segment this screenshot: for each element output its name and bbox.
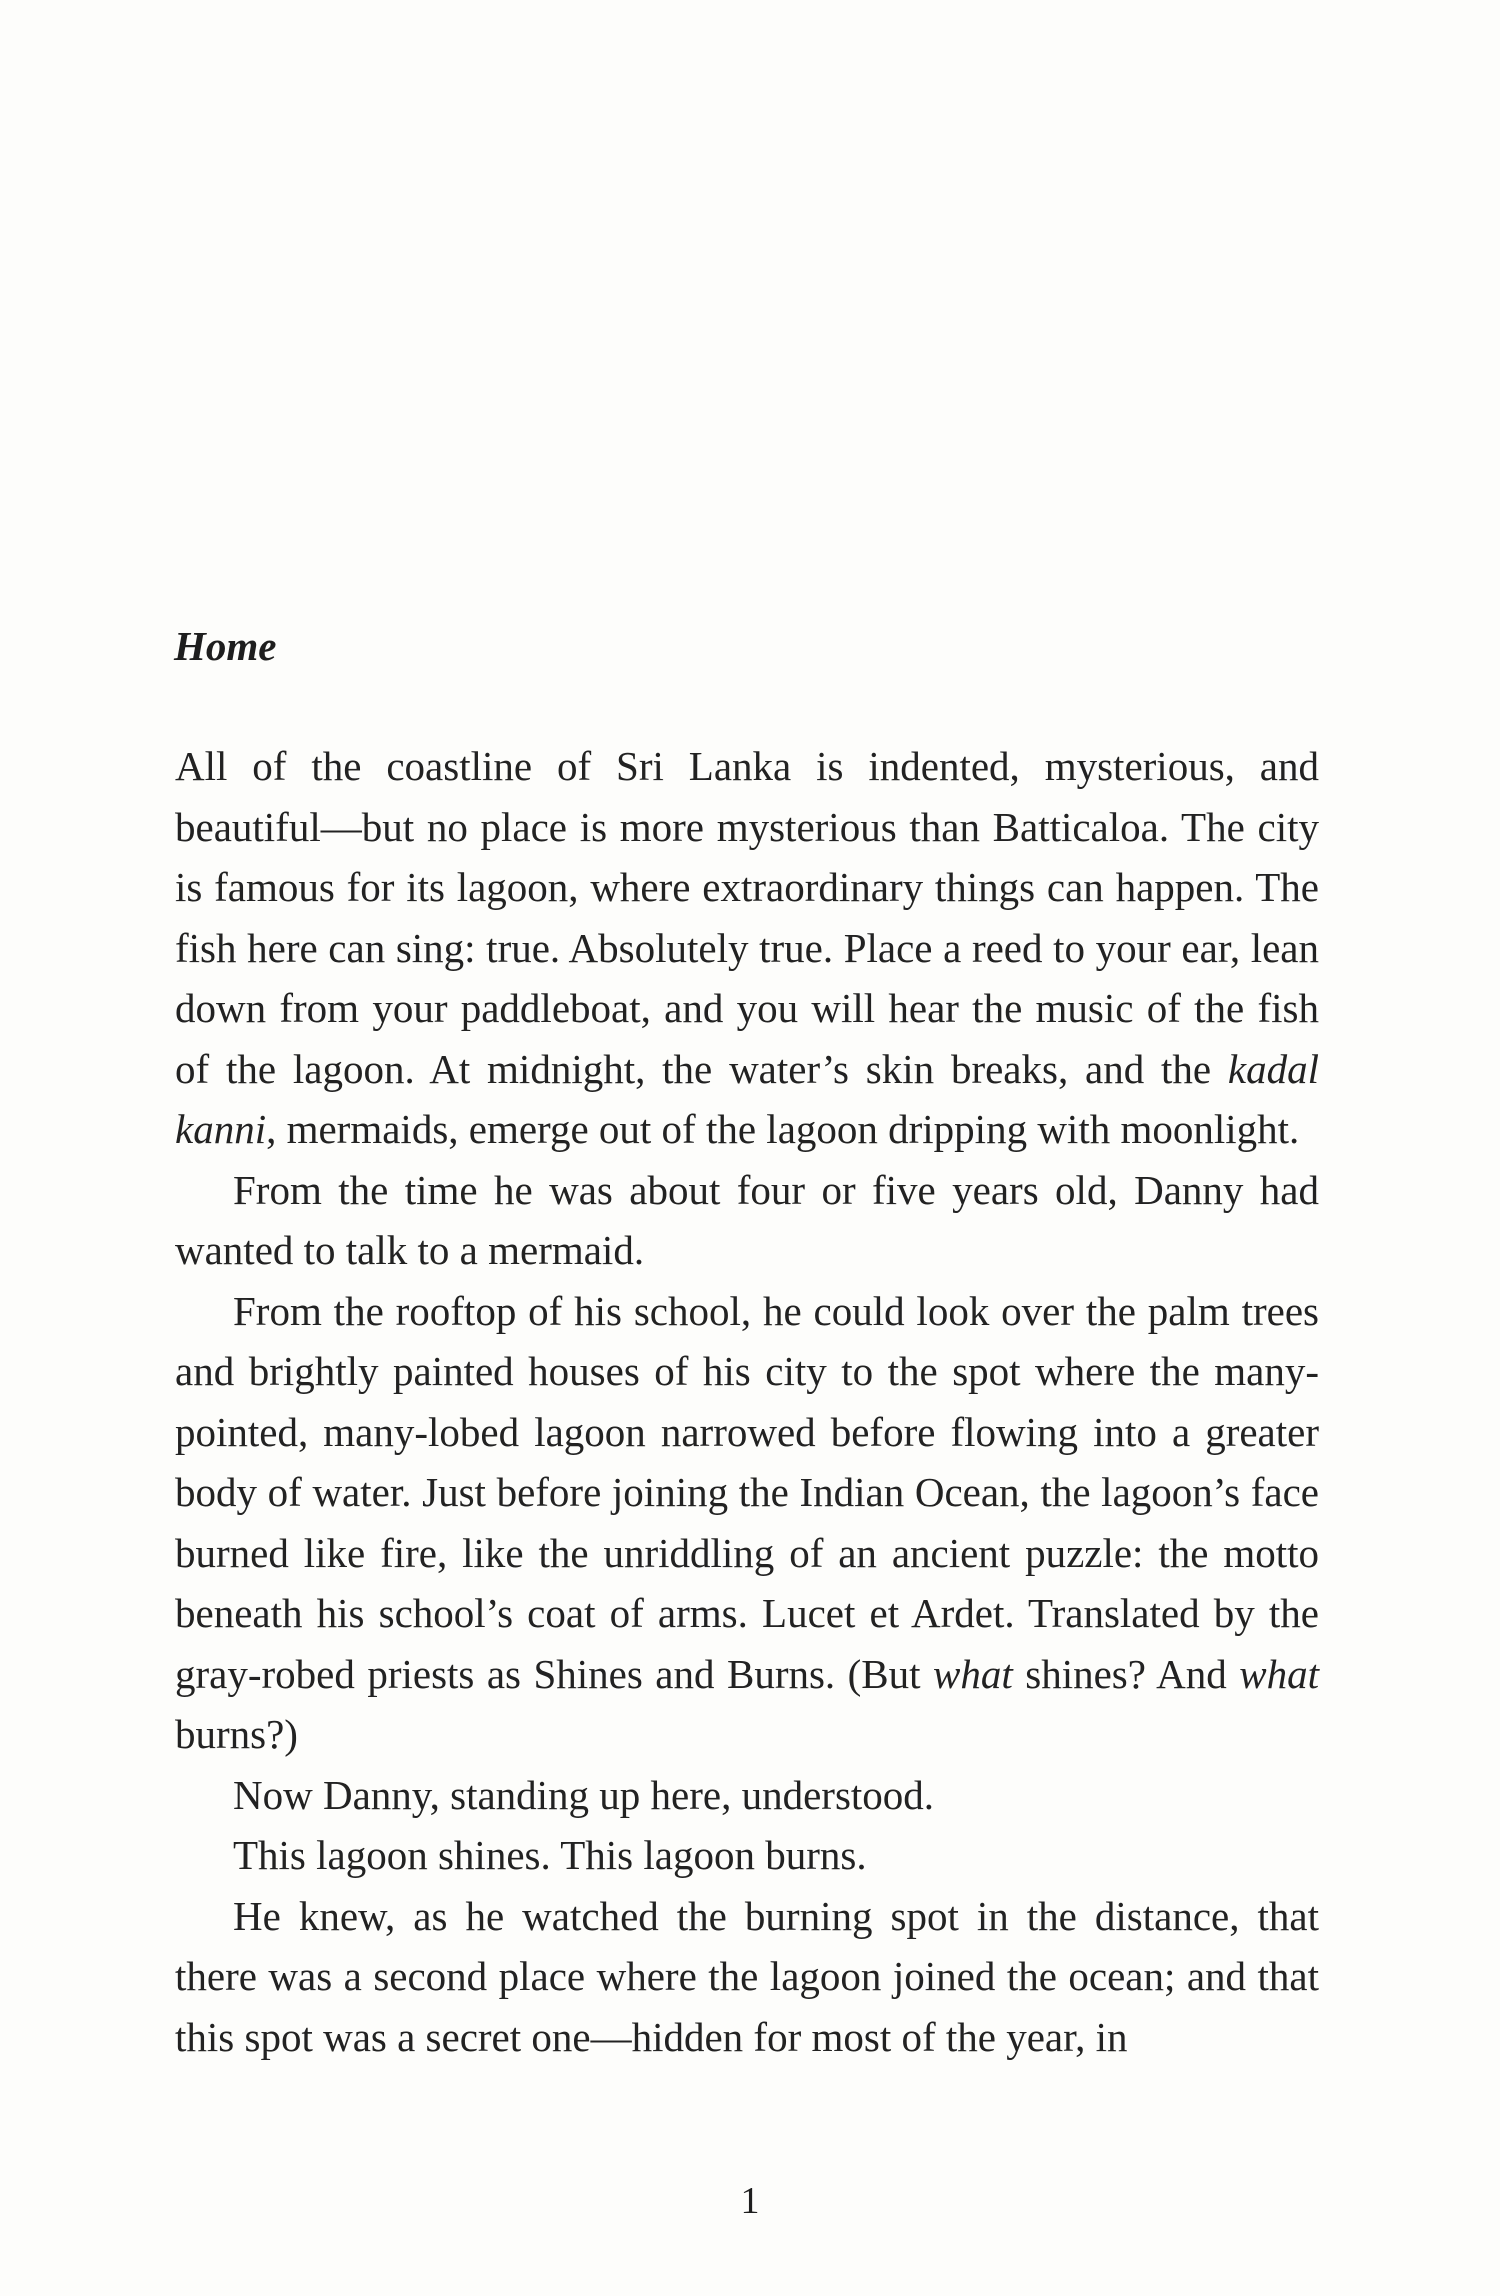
- paragraph-2: From the time he was about four or five years old, Danny had wanted to talk to a mermaid.: [175, 1166, 1319, 1273]
- paragraph-1: All of the coastline of Sri Lanka is indented, mysterious, and beautiful—but no place is more mysterious than Batticaloa. The city is famous for its lagoon, where extraordinary things can happen. The fish here can sing: true. Absolutely true. Place a reed to your ear, lean down from your paddleboat, and you will hear the music of the fish of the lagoon. At midnight, the water’s skin breaks, and the kadal kanni, mermaids, emerge out of the lagoon dripping with moonlight.: [175, 743, 1319, 1152]
- page-number: 1: [740, 2180, 760, 2222]
- italic-phrase-kadal-kanni: kadal kanni: [175, 1045, 1319, 1152]
- paragraph-6: He knew, as he watched the burning spot in the distance, that there was a second place where the lagoon joined the ocean; and that this spot was a secret one—hidden for most of the year, in: [175, 1892, 1319, 2060]
- paragraph-3: From the rooftop of his school, he could look over the palm trees and brightly painted houses of his city to the spot where the many-pointed, many-lobed lagoon narrowed before flowing into a greater body of water. Just before joining the Indian Ocean, the lagoon’s face burned like fire, like the unriddling of an ancient puzzle: the motto beneath his school’s coat of arms. Lucet et Ardet. Translated by the gray-robed priests as Shines and Burns. (But what shines? And what burns?): [175, 1287, 1320, 1757]
- paragraph-4: Now Danny, standing up here, understood.: [233, 1771, 935, 1818]
- body-text: [175, 736, 1319, 2067]
- italic-word-what: what: [933, 1650, 1013, 1697]
- paragraph-5: This lagoon shines. This lagoon burns.: [233, 1832, 867, 1878]
- chapter-title: Home: [174, 623, 277, 669]
- italic-word-what: what: [1239, 1650, 1320, 1697]
